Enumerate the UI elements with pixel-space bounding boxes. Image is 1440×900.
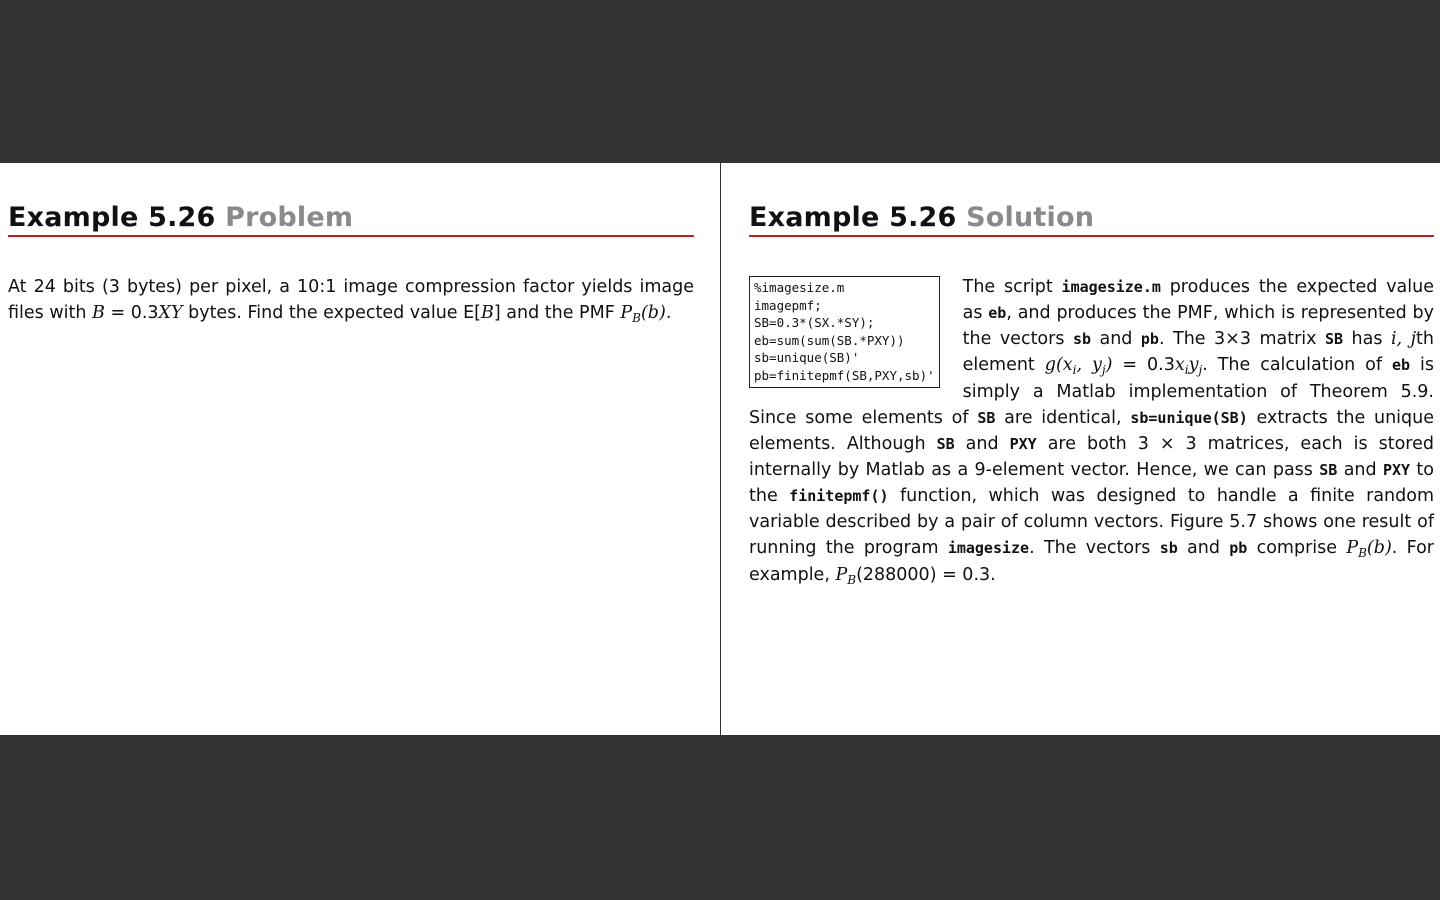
math-var: B xyxy=(481,303,494,323)
math-subscript: i xyxy=(1184,363,1189,377)
title-main: Example 5.26 xyxy=(8,202,216,233)
code-inline: imagesize xyxy=(947,539,1030,557)
code-inline: pb xyxy=(1229,539,1248,557)
text-run: , and produces the PMF, which is represented by the vectors xyxy=(962,303,1435,349)
code-inline: SB xyxy=(977,409,996,427)
text-run: has xyxy=(1343,329,1391,349)
matlab-code-listing: %imagesize.m imagepmf; SB=0.3*(SX.*SY); eb=sum(sum(SB.*PXY)) sb=unique(SB)' pb=finitepmf(SB,PXY,sb)' xyxy=(749,276,940,388)
math-subscript: B xyxy=(632,311,641,325)
math-var: x xyxy=(1174,355,1185,375)
text-run: . xyxy=(665,303,672,323)
solution-text xyxy=(749,274,1434,589)
text-run: bytes. Find the expected value E[ xyxy=(182,303,482,323)
math-var: ) xyxy=(1105,355,1113,375)
math-var: B xyxy=(92,303,105,323)
text-run: = 0.3 xyxy=(1112,355,1175,375)
text-run: At 24 bits (3 bytes) per pixel, a 10:1 image compression factor yields image files with xyxy=(8,277,694,323)
math-var: i, j xyxy=(1390,329,1417,349)
code-inline: imagesize.m xyxy=(1061,278,1161,296)
title-sub: Solution xyxy=(966,202,1095,233)
math-var: P xyxy=(835,565,848,585)
code-inline: sb xyxy=(1159,539,1178,557)
code-inline: eb xyxy=(988,304,1007,322)
math-subscript: B xyxy=(1358,546,1367,560)
text-run: produces the expected value as xyxy=(962,277,1434,323)
title-underline xyxy=(8,235,694,237)
text-run: th element xyxy=(962,329,1434,375)
math-var: P xyxy=(1346,538,1359,558)
math-var: y xyxy=(1188,355,1199,375)
math-subscript: j xyxy=(1198,363,1203,377)
code-inline: SB xyxy=(936,435,955,453)
text-run: The script xyxy=(962,277,1062,297)
text-run: ] and the PMF xyxy=(493,303,621,323)
slide-title xyxy=(8,201,714,235)
code-inline: sb=unique(SB) xyxy=(1130,409,1248,427)
code-inline: PXY xyxy=(1382,461,1411,479)
code-inline: eb xyxy=(1392,356,1411,374)
slide-title xyxy=(749,201,1434,235)
math-var: g(x xyxy=(1044,355,1073,375)
code-inline: PXY xyxy=(1009,435,1037,453)
text-run: (288000) = 0.3. xyxy=(856,565,996,585)
text-run: to the xyxy=(749,460,1434,506)
text-run: and xyxy=(1091,329,1141,349)
code-inline: sb xyxy=(1072,330,1091,348)
code-inline: finitepmf() xyxy=(789,487,889,505)
text-run: extracts the unique elements. Although xyxy=(749,408,1434,454)
text-run: and xyxy=(954,434,1010,454)
math-subscript: B xyxy=(847,573,857,587)
math-subscript: i xyxy=(1072,363,1077,377)
math-var: (b) xyxy=(640,303,666,323)
math-var: P xyxy=(620,303,633,323)
text-run: and xyxy=(1177,538,1230,558)
code-inline: SB xyxy=(1319,461,1338,479)
slide-viewer xyxy=(0,163,1440,735)
text-run: and xyxy=(1337,460,1383,480)
math-subscript: j xyxy=(1101,363,1106,377)
title-underline xyxy=(749,235,1434,237)
text-run: comprise xyxy=(1247,538,1347,558)
text-run: . The calculation of xyxy=(1202,355,1393,375)
code-inline: SB xyxy=(1324,330,1344,348)
math-var: (b) xyxy=(1366,538,1392,558)
text-run: = 0.3 xyxy=(104,303,159,323)
slide-solution xyxy=(721,163,1440,735)
slide-problem xyxy=(0,163,720,735)
math-var: XY xyxy=(158,303,183,323)
problem-text xyxy=(8,274,694,327)
title-sub: Problem xyxy=(225,202,354,233)
code-inline: pb xyxy=(1140,330,1159,348)
text-run: . The vectors xyxy=(1029,538,1160,558)
text-run: . For example, xyxy=(749,538,1434,585)
text-run: are identical, xyxy=(995,408,1131,428)
title-main: Example 5.26 xyxy=(749,202,957,233)
text-run: is simply a Matlab implementation of Theorem 5.9. Since some elements of xyxy=(749,355,1435,428)
text-run: . The 3×3 matrix xyxy=(1158,329,1325,349)
text-run: function, which was designed to handle a finite random variable described by a pair of column vectors. Figure 5.7 shows one result of running the program xyxy=(749,486,1434,558)
text-run: are both 3 × 3 matrices, each is stored internally by Matlab as a 9-element vector. Hence, we can pass xyxy=(749,434,1434,480)
math-var: , y xyxy=(1076,355,1102,375)
